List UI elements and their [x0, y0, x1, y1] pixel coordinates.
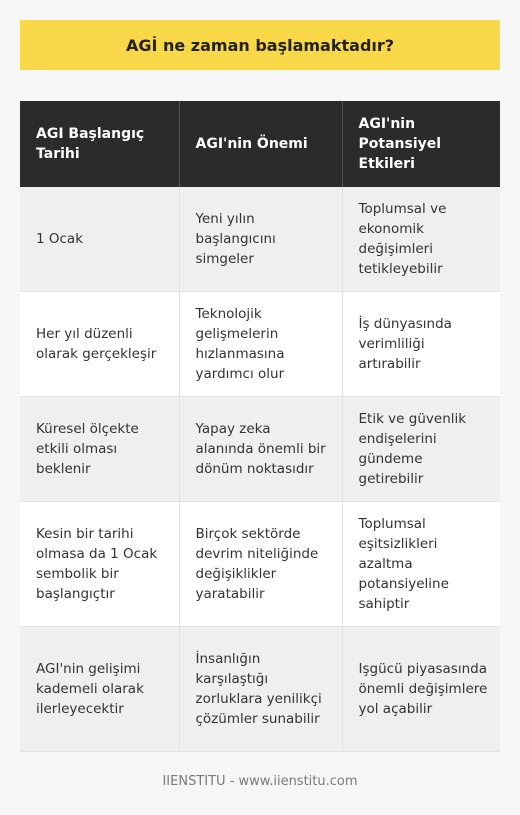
table-cell: Küresel ölçekte etkili olması beklenir: [20, 397, 179, 502]
table-cell: 1 Ocak: [20, 187, 179, 292]
table-cell: AGI'nin gelişimi kademeli olarak ilerleyecektir: [20, 627, 179, 752]
page-title: AGİ ne zaman başlamaktadır?: [125, 35, 395, 55]
table-cell: Yeni yılın başlangıcını simgeler: [179, 187, 342, 292]
table-cell: Toplumsal ve ekonomik değişimleri tetikleyebilir: [342, 187, 500, 292]
table-row: [20, 292, 500, 397]
footer-credit: IIENSTITU - www.iienstitu.com: [162, 774, 358, 789]
table-cell: Etik ve güvenlik endişelerini gündeme getirebilir: [342, 397, 500, 502]
column-header-effects: AGI'nin Potansiyel Etkileri: [342, 101, 500, 187]
table-row: [20, 502, 500, 627]
column-header-start-date: AGI Başlangıç Tarihi: [20, 101, 179, 187]
agi-table: [20, 101, 500, 752]
table-row: [20, 627, 500, 752]
title-banner: [20, 20, 500, 70]
table-cell: Teknolojik gelişmelerin hızlanmasına yardımcı olur: [179, 292, 342, 397]
table-cell: İnsanlığın karşılaştığı zorluklara yenilikçi çözümler sunabilir: [179, 627, 342, 752]
table-cell: Kesin bir tarihi olmasa da 1 Ocak sembolik bir başlangıçtır: [20, 502, 179, 627]
table-row: [20, 187, 500, 292]
table-cell: İş dünyasında verimliliği artırabilir: [342, 292, 500, 397]
table-cell: Toplumsal eşitsizlikleri azaltma potansiyeline sahiptir: [342, 502, 500, 627]
table-cell: Işgücü piyasasında önemli değişimlere yol açabilir: [342, 627, 500, 752]
column-header-importance: AGI'nin Önemi: [179, 101, 342, 187]
table-cell: Birçok sektörde devrim niteliğinde değişiklikler yaratabilir: [179, 502, 342, 627]
table-cell: Her yıl düzenli olarak gerçekleşir: [20, 292, 179, 397]
table-row: [20, 397, 500, 502]
table-cell: Yapay zeka alanında önemli bir dönüm noktasıdır: [179, 397, 342, 502]
table-header-row: [20, 101, 500, 187]
